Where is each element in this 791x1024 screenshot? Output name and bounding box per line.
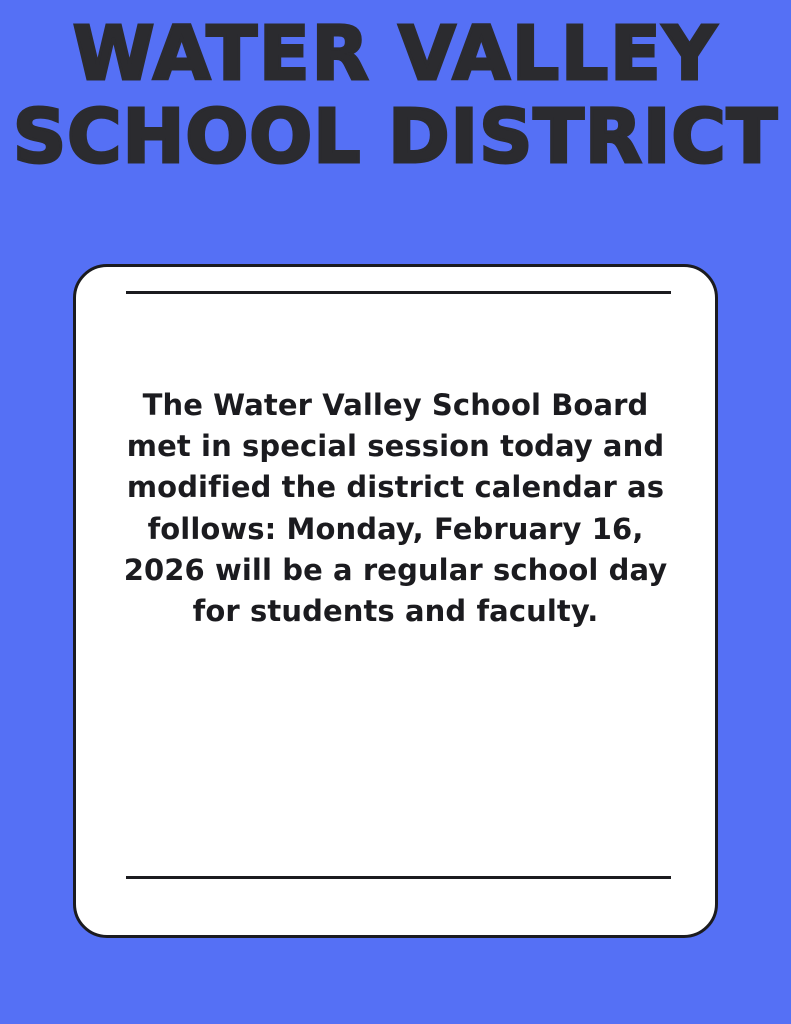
page-title-line-1: WATER VALLEY bbox=[72, 11, 719, 97]
divider-top bbox=[126, 291, 671, 294]
announcement-text: The Water Valley School Board met in special session today and modified the district calendar as follows: Monday, February 16, 2026 will be a regular school day for students and faculty. bbox=[123, 388, 668, 628]
page-title bbox=[0, 0, 791, 180]
divider-bottom bbox=[126, 876, 671, 879]
announcement-card bbox=[73, 264, 718, 938]
page-title-line-2: SCHOOL DISTRICT bbox=[12, 93, 779, 180]
